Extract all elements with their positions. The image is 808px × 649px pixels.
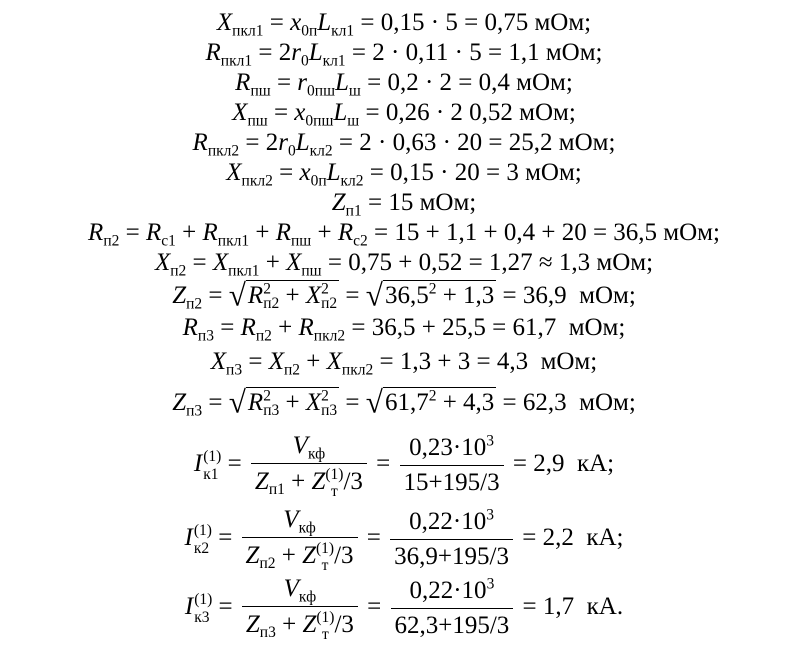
equation-line-3 xyxy=(0,68,808,98)
fraction: $\frac{0,22\cdot 10^3}{62,3+195/3}$ xyxy=(391,576,514,641)
equation: $X_{пкл1} = x_{0п}L_{кл1} = 0,15 \cdot 5 = 0,75$ мОм; xyxy=(216,9,592,40)
equation: $R_{п3} = R_{п2} + R_{пкл2} = 36,5 + 25,5 = 61,7$ мОм; xyxy=(182,314,626,345)
sqrt: $√61,7^2 + 4,3$ xyxy=(365,384,495,420)
equation-line-15 xyxy=(0,497,808,577)
equation: I (1) к3 = $V_{кф}$ $Z_{п3} + Z$ (1) т /3 = $\frac{0,22\cdot 10^3}{62,3+195/3}$ = 1,7 кА. xyxy=(184,574,624,644)
fraction: $V_{кф}$ $Z_{п1} + Z$ (1) т /3 xyxy=(251,431,367,500)
equation: $X_{п3} = X_{п2} + X_{пкл2} = 1,3 + 3 = 4,3$ мОм; xyxy=(210,348,598,379)
equation: $X_{п2} = X_{пкл1} + X_{пш} = 0,75 + 0,52 = 1,27 \approx 1,3$ мОм; xyxy=(154,249,654,280)
sqrt: $√R^2_{п2} + X^2_{п2}$ xyxy=(228,277,338,313)
equation: $Z_{п3} = √R^2_{п3} + X^2_{п3} = √61,7^2 + 4,3 = 62,3$ мОм; xyxy=(172,384,636,420)
equation: $R_{п2} = R_{с1} + R_{пкл1} + R_{пш} + R_{с2} = 15 + 1,1 + 0,4 + 20 = 36,5$ мОм; xyxy=(88,219,720,250)
equation-line-1 xyxy=(0,8,808,38)
equation-line-14 xyxy=(0,423,808,503)
equation-line-10 xyxy=(0,277,808,313)
equation-line-11 xyxy=(0,313,808,343)
equation-line-2 xyxy=(0,38,808,68)
fraction: $\frac{0,22\cdot 10^3}{36,9+195/3}$ xyxy=(390,507,513,572)
equation: $R_{пкл1} = 2r_0L_{кл1} = 2 \cdot 0,11 \cdot 5 = 1,1$ мОм; xyxy=(205,39,603,70)
equation-line-12 xyxy=(0,347,808,377)
equation: $R_{пкл2} = 2r_0L_{кл2} = 2 \cdot 0,63 \cdot 20 = 25,2$ мОм; xyxy=(192,129,616,160)
equation-line-4 xyxy=(0,98,808,128)
equation: $X_{пш} = x_{0пш}L_ш = 0,26 \cdot 2$ 0,52 мОм; xyxy=(232,99,576,130)
equation: $R_{пш} = r_{0пш}L_ш = 0,2 \cdot 2 = 0,4$ мОм; xyxy=(235,69,573,100)
equation-line-7 xyxy=(0,188,808,218)
equation-line-8 xyxy=(0,218,808,248)
equation: I (1) к2 = $V_{кф}$ $Z_{п2} + Z$ (1) т /3 = $\frac{0,22\cdot 10^3}{36,9+195/3}$ = 2,2 кА; xyxy=(184,505,624,575)
fraction: $V_{кф}$ $Z_{п2} + Z$ (1) т /3 xyxy=(242,505,358,574)
equation-line-13 xyxy=(0,384,808,420)
equation: I (1) к1 = $V_{кф}$ $Z_{п1} + Z$ (1) т /3 = $\frac{0,23\cdot 10^3}{15+195/3}$ = 2,9 кА; xyxy=(193,431,615,501)
fraction: $V_{кф}$ $Z_{п3} + Z$ (1) т /3 xyxy=(242,574,358,643)
sqrt: $√R^2_{п3} + X^2_{п3}$ xyxy=(228,384,338,420)
equation-line-16 xyxy=(0,566,808,646)
equation: $Z_{п2} = √R^2_{п2} + X^2_{п2} = √36,5^2 + 1,3 = 36,9$ мОм; xyxy=(172,277,636,313)
equation-line-9 xyxy=(0,248,808,278)
equation: $X_{пкл2} = x_{0п}L_{кл2} = 0,15 \cdot 20 = 3$ мОм; xyxy=(226,159,582,190)
equation: $Z_{п1} = 15$ мОм; xyxy=(331,189,477,220)
equation-line-6 xyxy=(0,158,808,188)
fraction: $\frac{0,23\cdot 10^3}{15+195/3}$ xyxy=(400,433,504,498)
equation-line-5 xyxy=(0,128,808,158)
sqrt: $√36,5^2 + 1,3$ xyxy=(365,277,495,313)
